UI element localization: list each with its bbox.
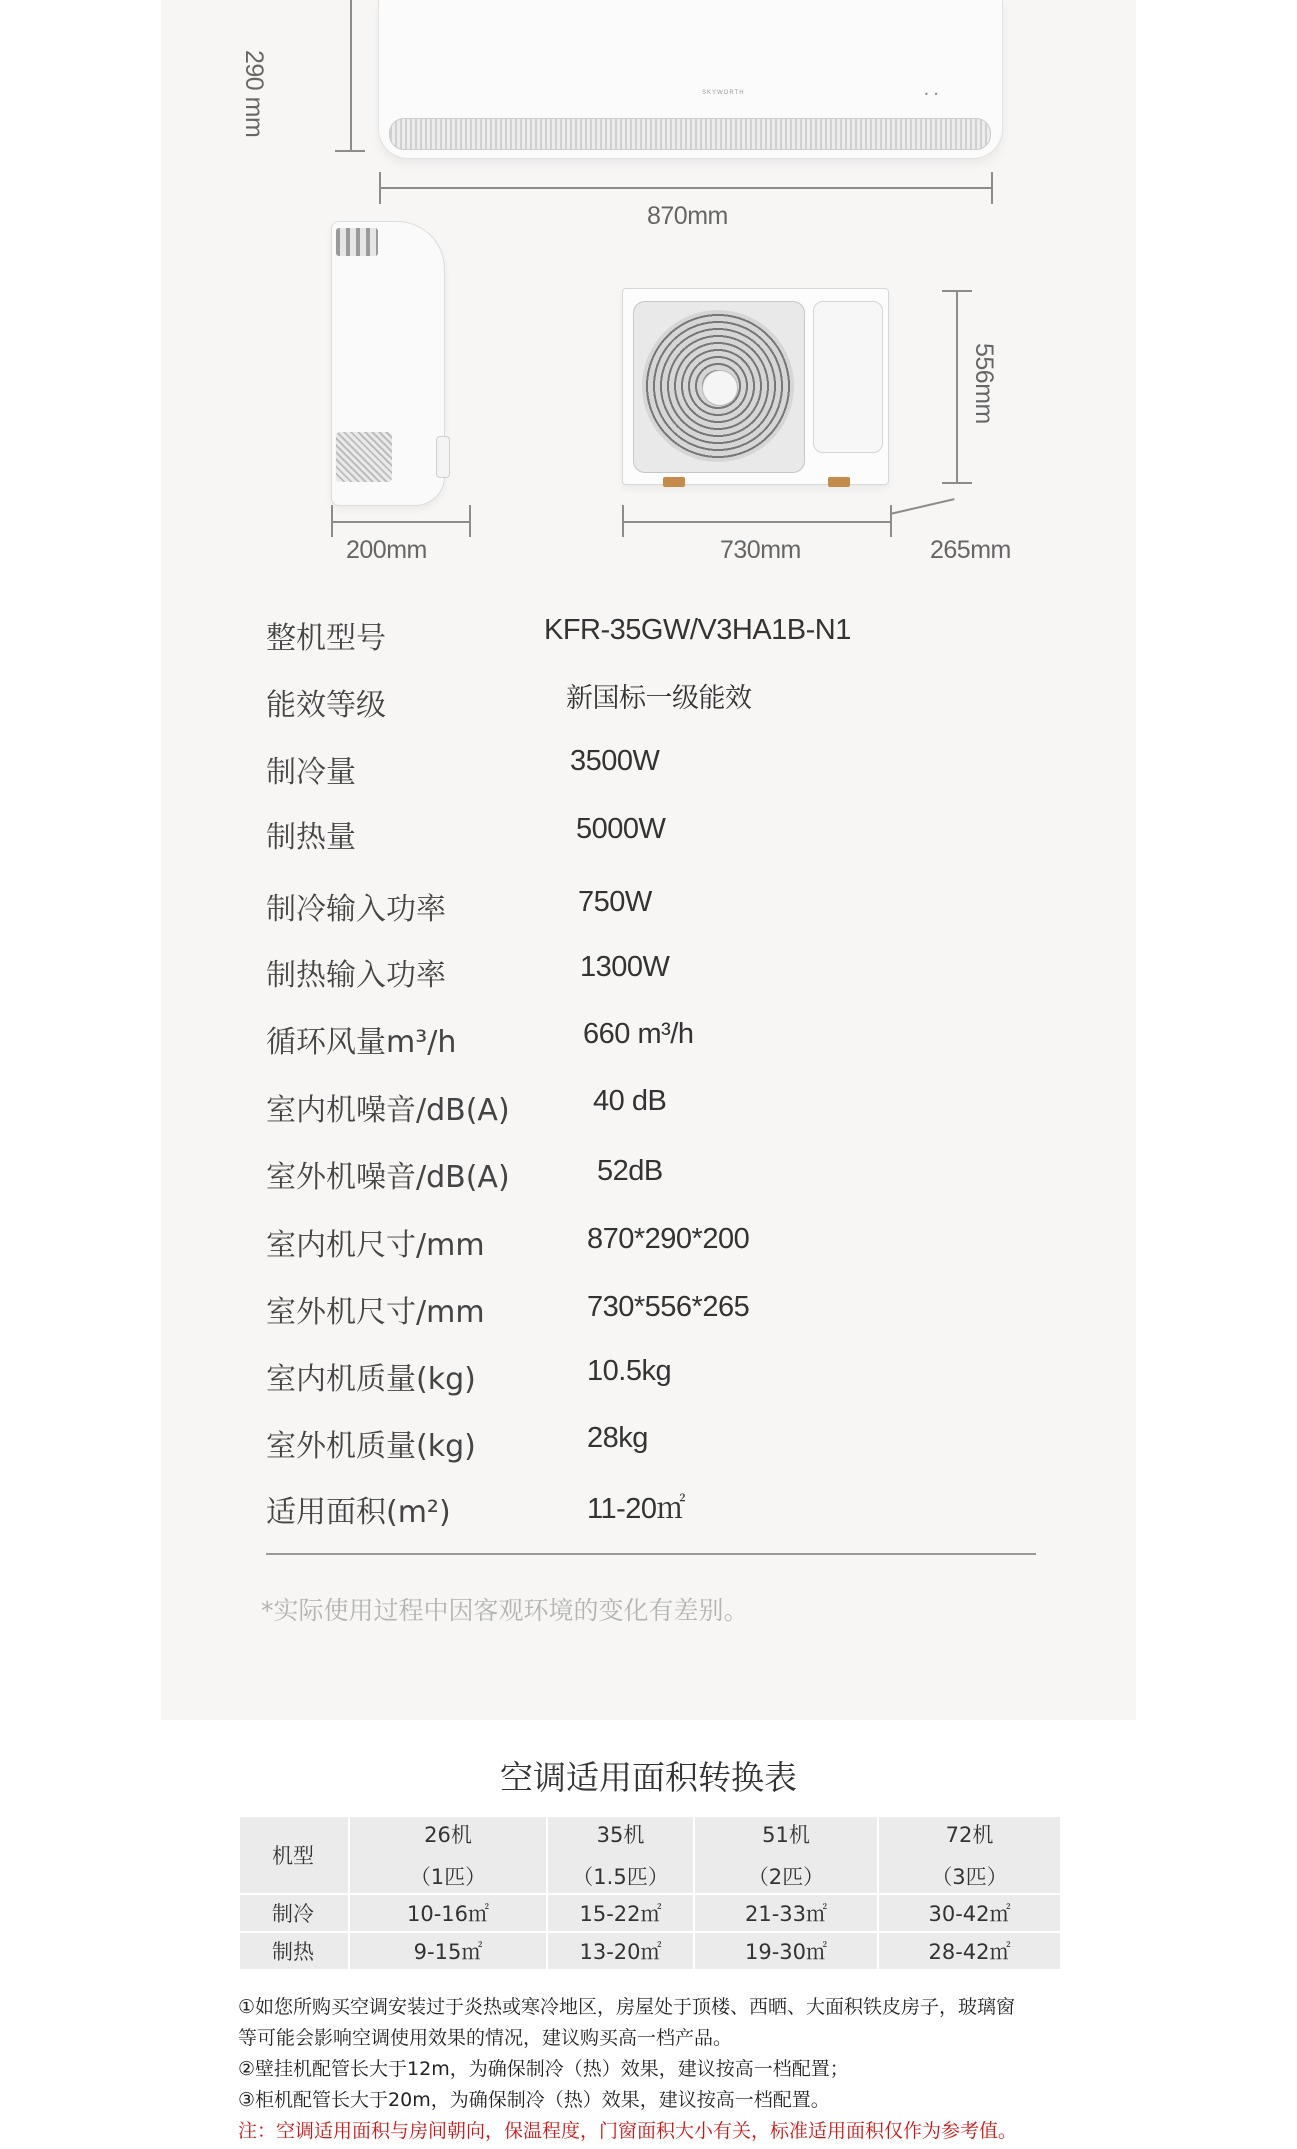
indoor-width-tick-right [991,172,993,204]
spec-value-outdoor-size: 730*556*265 [587,1291,750,1323]
outdoor-width-tick-left [622,505,624,537]
air-outlet-grille [389,118,991,150]
outdoor-fan-grille [633,301,805,473]
cooling-cell: 30-42㎡ [878,1894,1061,1932]
spec-value-outdoor-noise: 52dB [597,1155,663,1187]
model-cell [694,1816,878,1894]
spec-label-efficiency: 能效等级 [266,688,386,723]
spec-value-cooling-capacity: 3500W [570,745,660,777]
model-name: 51机 [762,1823,810,1847]
spec-label-indoor-weight: 室内机质量(kg) [266,1362,476,1397]
spec-label-outdoor-weight: 室外机质量(kg) [266,1429,476,1464]
model-hp: （2匹） [747,1865,825,1889]
outdoor-width-label: 730mm [720,536,801,564]
spec-label-indoor-size: 室内机尺寸/mm [266,1228,485,1263]
outdoor-width-dim-line [622,521,890,523]
outdoor-height-dim-line [956,290,958,482]
outdoor-unit-image [622,288,889,485]
indoor-depth-tick-right [469,505,471,537]
model-cell [349,1816,547,1894]
indoor-unit-front-image [378,0,1003,159]
outdoor-height-label: 556mm [970,343,998,424]
spec-label-heating-capacity: 制热量 [266,820,356,855]
indoor-depth-tick-left [331,505,333,537]
note-line-4: ③柜机配管长大于20m，为确保制冷（热）效果，建议按高一档配置。 [238,2089,830,2111]
indoor-height-dim-tick [335,150,365,152]
heating-cell: 13-20㎡ [547,1932,694,1970]
spec-value-outdoor-weight: 28kg [587,1422,648,1454]
cooling-label: 制冷 [239,1894,349,1932]
heating-label: 制热 [239,1932,349,1970]
pipe-valve-left [663,477,685,487]
indoor-width-label: 870mm [647,202,728,230]
outdoor-height-tick-bottom [942,482,972,484]
model-hp: （1.5匹） [572,1865,669,1889]
heating-cell: 28-42㎡ [878,1932,1061,1970]
conversion-table-title: 空调适用面积转换表 [500,1758,797,1797]
spec-label-indoor-noise: 室内机噪音/dB(A) [266,1093,510,1128]
spec-value-cooling-power: 750W [578,886,652,918]
note-line-1: ①如您所购买空调安装过于炎热或寒冷地区，房屋处于顶楼、西晒、大面积铁皮房子，玻璃窗 [238,1996,1016,2018]
table-row-model [239,1816,1061,1894]
cooling-cell: 15-22㎡ [547,1894,694,1932]
note-line-2: 等可能会影响空调使用效果的情况，建议购买高一档产品。 [238,2027,733,2049]
table-row-cooling [239,1894,1061,1932]
heating-cell: 19-30㎡ [694,1932,878,1970]
indoor-width-dim-line [379,187,991,189]
spec-value-indoor-weight: 10.5kg [587,1355,672,1387]
model-name: 35机 [596,1823,645,1847]
side-panel-button [436,436,450,478]
cooling-cell: 21-33㎡ [694,1894,878,1932]
indoor-depth-dim-line [331,521,469,523]
outdoor-side-cover [813,301,883,453]
disclaimer: *实际使用过程中因客观环境的变化有差别。 [261,1596,749,1625]
side-vent-top [336,228,378,256]
indoor-height-dim-line [350,0,352,150]
spec-value-efficiency: 新国标一级能效 [566,683,752,714]
indoor-depth-label: 200mm [346,536,427,564]
heating-cell: 9-15㎡ [349,1932,547,1970]
model-label: 机型 [239,1816,349,1894]
warning-note: 注：空调适用面积与房间朝向，保温程度，门窗面积大小有关，标准适用面积仅作为参考值。 [238,2120,1018,2142]
spec-label-cooling-power: 制冷输入功率 [266,892,446,927]
model-cell [547,1816,694,1894]
pipe-valve-right [828,477,850,487]
outdoor-width-tick-right [890,505,892,537]
fan-hub-icon [702,370,738,406]
conversion-table [238,1815,1062,1971]
model-name: 72机 [945,1823,994,1847]
indoor-height-label: 290 mm [240,50,268,138]
spec-label-model: 整机型号 [266,621,386,656]
spec-value-heating-capacity: 5000W [576,813,666,845]
model-hp: （3匹） [931,1865,1008,1889]
spec-label-outdoor-size: 室外机尺寸/mm [266,1295,485,1330]
outdoor-depth-label: 265mm [930,536,1011,564]
side-vent-bottom [336,432,392,482]
spec-value-indoor-noise: 40 dB [593,1085,667,1117]
note-line-3: ②壁挂机配管长大于12m，为确保制冷（热）效果，建议按高一档配置； [238,2058,849,2080]
spec-label-heating-power: 制热输入功率 [266,958,446,993]
spec-value-airflow: 660 m³/h [583,1018,694,1050]
spec-value-indoor-size: 870*290*200 [587,1223,750,1255]
spec-value-heating-power: 1300W [580,951,670,983]
spec-divider [266,1553,1036,1555]
model-cell [878,1816,1061,1894]
indicator-lights: • • [924,90,939,99]
spec-label-airflow: 循环风量m³/h [266,1025,457,1060]
model-name: 26机 [424,1823,472,1847]
indoor-unit-side-image [331,221,445,506]
spec-value-area: 11-20㎡ [587,1493,686,1525]
spec-label-cooling-capacity: 制冷量 [266,755,356,790]
cooling-cell: 10-16㎡ [349,1894,547,1932]
brand-logo: SKYWORTH [702,90,745,96]
table-row-heating [239,1932,1061,1970]
spec-label-area: 适用面积(m²) [266,1495,451,1530]
spec-value-model: KFR-35GW/V3HA1B-N1 [544,614,851,646]
outdoor-height-tick-top [942,290,972,292]
model-hp: （1匹） [409,1865,487,1889]
spec-label-outdoor-noise: 室外机噪音/dB(A) [266,1160,510,1195]
indoor-width-tick-left [379,172,381,204]
